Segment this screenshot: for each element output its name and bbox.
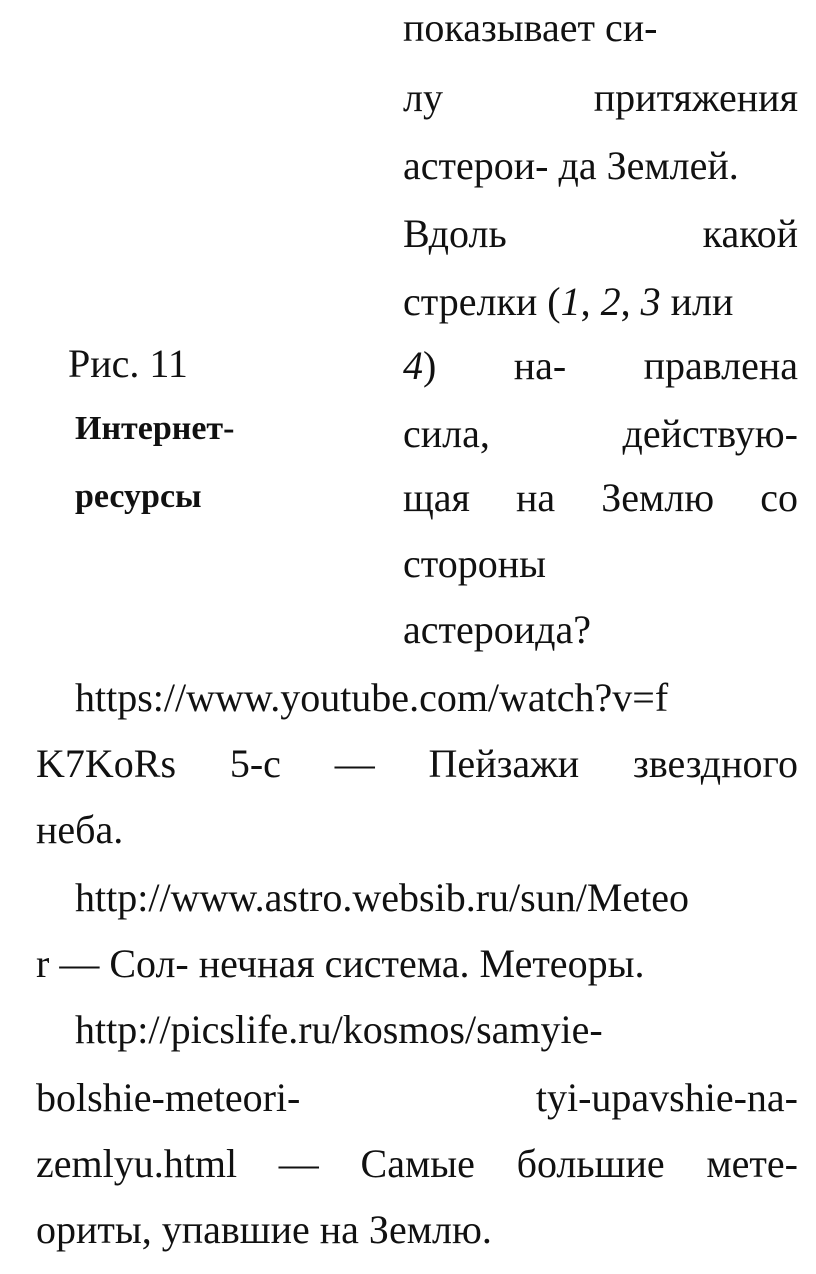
resource-1-url-tail[interactable]: K7KoRs (36, 741, 177, 786)
resource-3-desc-word: Самые (360, 1141, 475, 1186)
task-word-group (403, 343, 437, 388)
resource-3-url-part-2[interactable]: tyi-upavshie-na- (535, 1075, 798, 1120)
resource-1-link[interactable] (75, 675, 798, 720)
task-word: на- (513, 343, 567, 388)
task-word: щая (403, 475, 470, 520)
dash: — (334, 741, 375, 786)
section-heading-line-1: Интернет- (75, 410, 235, 447)
task-word: Землю (601, 475, 715, 520)
task-text-l1: показывает си- (403, 5, 658, 50)
task-text-line-8 (403, 475, 798, 520)
task-word: со (760, 475, 798, 520)
paren: ) (423, 343, 437, 388)
resource-3-desc-end: ориты, упавшие на Землю. (36, 1207, 492, 1252)
task-text-line-9 (403, 541, 798, 586)
resource-3-url-part[interactable]: bolshie-meteori- (36, 1075, 301, 1120)
resource-1-line-2 (36, 741, 798, 786)
figure-caption: Рис. 11 (68, 341, 188, 386)
task-word: правлена (643, 343, 798, 388)
comma: , (580, 279, 601, 324)
task-text-l9: стороны (403, 541, 546, 586)
resource-3-line-2 (36, 1075, 798, 1120)
task-word: какой (702, 211, 798, 256)
resource-2-line-2 (36, 941, 798, 986)
task-text-l3: астерои- да Землей. (403, 143, 739, 188)
task-text-line-7 (403, 411, 798, 456)
arrow-number-2: 2 (600, 279, 621, 324)
resource-3-desc-word: мете- (706, 1141, 798, 1186)
dash: — (278, 1141, 319, 1186)
resource-3-desc-word: большие (516, 1141, 665, 1186)
section-heading-line-2: ресурсы (75, 478, 202, 515)
arrow-number-4: 4 (403, 343, 423, 388)
resource-1-desc-end: неба. (36, 807, 124, 852)
task-text-line-1 (403, 5, 798, 50)
task-word: притяжения (593, 75, 798, 120)
resource-1-desc-word: звездного (633, 741, 798, 786)
task-text-l5a: стрелки ( (403, 279, 561, 324)
task-word: действую- (622, 411, 798, 456)
task-text-line-2 (403, 75, 798, 120)
arrow-number-1: 1 (560, 279, 581, 324)
resource-1-line-3 (36, 807, 798, 852)
resource-2-desc: r — Сол- нечная система. Метеоры. (36, 941, 645, 986)
task-text-line-6 (403, 343, 798, 388)
task-text-line-10 (403, 607, 798, 652)
resource-2-link[interactable] (75, 875, 798, 920)
task-word: на (516, 475, 556, 520)
arrow-number-3: 3 (640, 279, 661, 324)
resource-3-url[interactable]: http://picslife.ru/kosmos/samyie- (75, 1007, 603, 1052)
resource-1-url-tail-2[interactable]: 5-c (229, 741, 281, 786)
resource-3-line-3 (36, 1141, 798, 1186)
resource-3-line-4 (36, 1207, 798, 1252)
task-text-l10: астероида? (403, 607, 592, 652)
task-text-l5b: или (660, 279, 734, 324)
task-text-line-3 (403, 143, 798, 188)
task-word: Вдоль (403, 211, 507, 256)
task-word: сила, (403, 411, 490, 456)
task-text-line-5 (403, 279, 798, 324)
resource-1-desc-word: Пейзажи (428, 741, 580, 786)
resource-2-url[interactable]: http://www.astro.websib.ru/sun/Meteo (75, 875, 690, 920)
task-text-line-4 (403, 211, 798, 256)
resource-3-url-end[interactable]: zemlyu.html (36, 1141, 238, 1186)
resource-3-link[interactable] (75, 1007, 798, 1052)
resource-1-url[interactable]: https://www.youtube.com/watch?v=f (75, 675, 669, 720)
task-word: лу (403, 75, 443, 120)
comma: , (620, 279, 641, 324)
